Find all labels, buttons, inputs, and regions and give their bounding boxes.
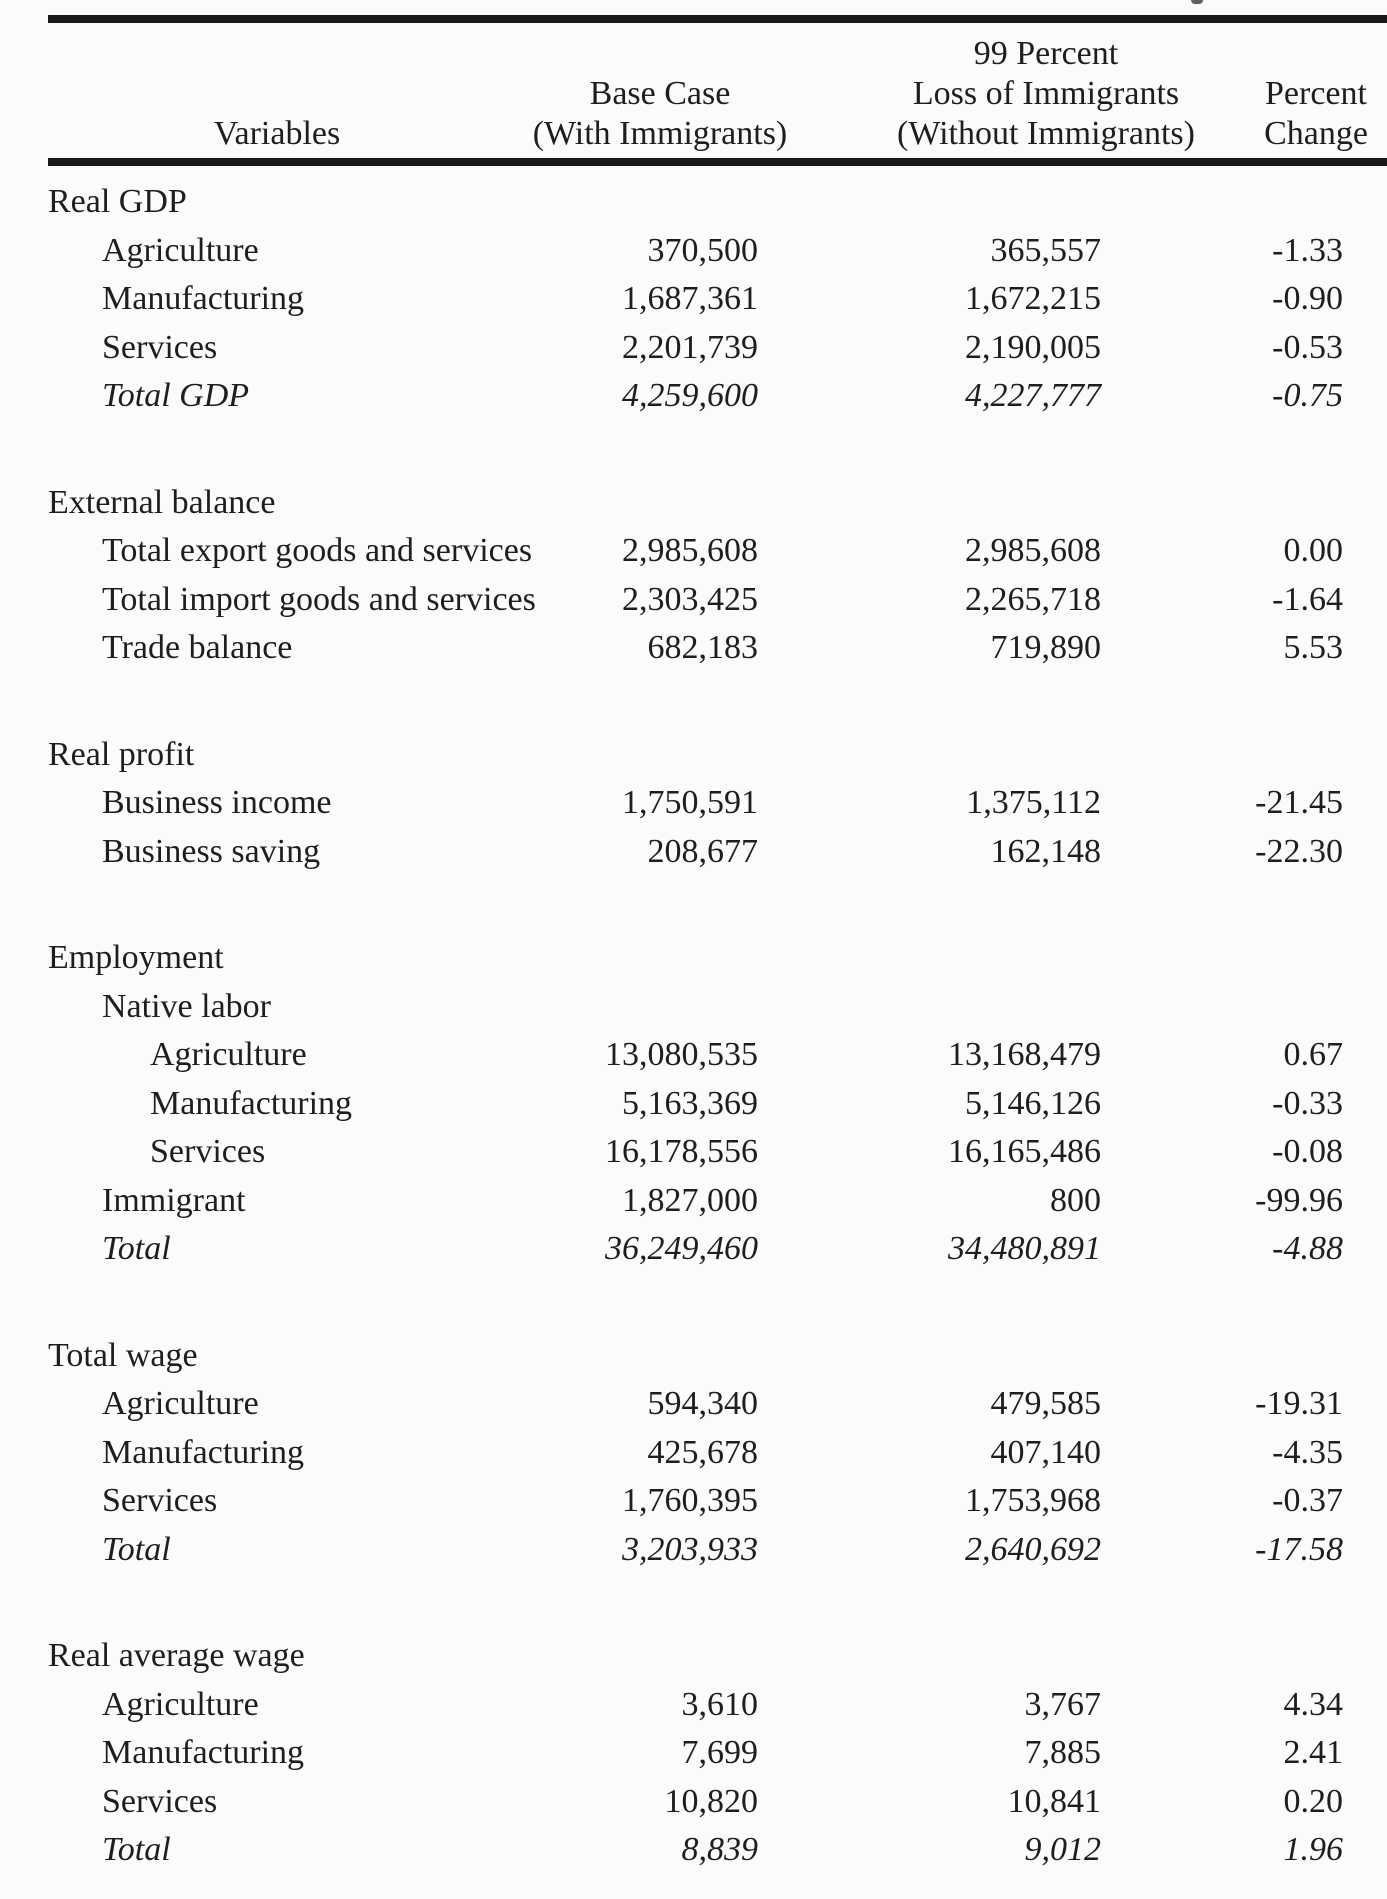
row-label: Native labor	[102, 987, 271, 1025]
header-percent-change	[1231, 74, 1387, 154]
cell-pct-value: 0.00	[1283, 532, 1343, 570]
row-label: Agriculture	[102, 1385, 259, 1423]
cell-base-value: 16,178,556	[605, 1133, 758, 1171]
table-row	[0, 1177, 1387, 1226]
cell-base-value: 7,699	[681, 1734, 758, 1772]
table-row	[0, 1526, 1387, 1575]
cell-loss-value: 9,012	[1024, 1831, 1101, 1869]
cell-pct-value: -0.90	[1272, 280, 1343, 318]
row-label: Immigrant	[102, 1181, 246, 1219]
header-base-case-line2: (With Immigrants)	[532, 115, 788, 152]
cell-loss-value: 10,841	[1007, 1782, 1101, 1820]
cell-base-value: 2,201,739	[622, 328, 758, 366]
cell-pct-value: -1.64	[1272, 580, 1343, 618]
cell-loss-value: 2,265,718	[965, 580, 1101, 618]
table-section	[0, 934, 1387, 1274]
section-header-row	[0, 1332, 1387, 1381]
row-label: Agriculture	[150, 1036, 307, 1074]
table-body	[0, 166, 1387, 1875]
cell-pct-value: 5.53	[1283, 629, 1343, 667]
cell-base-value: 3,203,933	[622, 1530, 758, 1568]
table-row	[0, 1128, 1387, 1177]
table-row	[0, 624, 1387, 673]
cell-pct-value: -4.88	[1272, 1230, 1343, 1268]
cell-pct-value: -0.33	[1272, 1084, 1343, 1122]
table-section	[0, 1332, 1387, 1575]
header-variables-label: Variables	[213, 115, 341, 152]
cell-loss-value: 4,227,777	[965, 377, 1101, 415]
table-row	[0, 527, 1387, 576]
section-title: External balance	[48, 483, 276, 521]
cell-loss-value: 407,140	[990, 1433, 1101, 1471]
cell-pct-value: 4.34	[1283, 1685, 1343, 1723]
table-row	[0, 227, 1387, 276]
section-title: Employment	[48, 939, 224, 977]
table-row	[0, 779, 1387, 828]
section-header-row	[0, 731, 1387, 780]
cell-loss-value: 34,480,891	[948, 1230, 1101, 1268]
cell-pct-value: -0.08	[1272, 1133, 1343, 1171]
row-label: Services	[102, 1482, 218, 1520]
cell-loss-value: 1,672,215	[965, 280, 1101, 318]
row-label: Total	[102, 1230, 171, 1268]
cell-loss-value: 1,753,968	[965, 1482, 1101, 1520]
row-label: Manufacturing	[102, 1433, 305, 1471]
header-loss-line3: (Without Immigrants)	[897, 115, 1195, 152]
cell-base-value: 2,303,425	[622, 580, 758, 618]
header-rule	[48, 158, 1387, 166]
table-row	[0, 1826, 1387, 1875]
section-header-row	[0, 1632, 1387, 1681]
header-base-case-line1: Base Case	[589, 75, 731, 112]
table-section	[0, 731, 1387, 877]
row-label: Agriculture	[102, 231, 259, 269]
section-title: Real profit	[48, 735, 195, 773]
row-label: Services	[150, 1133, 266, 1171]
cell-base-value: 594,340	[647, 1385, 758, 1423]
cell-pct-value: -0.75	[1272, 377, 1343, 415]
table-row	[0, 1429, 1387, 1478]
table-section	[0, 1632, 1387, 1875]
cell-pct-value: -0.53	[1272, 328, 1343, 366]
cell-loss-value: 3,767	[1024, 1685, 1101, 1723]
scan-crop-artifact	[1191, 0, 1203, 4]
cell-pct-value: -19.31	[1255, 1385, 1343, 1423]
cell-pct-value: 2.41	[1283, 1734, 1343, 1772]
cell-loss-value: 2,640,692	[965, 1530, 1101, 1568]
row-label: Total import goods and services	[102, 580, 536, 618]
header-pct-line2: Change	[1264, 115, 1368, 152]
cell-loss-value: 479,585	[990, 1385, 1101, 1423]
cell-pct-value: -1.33	[1272, 231, 1343, 269]
cell-base-value: 682,183	[647, 629, 758, 667]
cell-pct-value: -22.30	[1255, 832, 1343, 870]
row-label: Manufacturing	[102, 1734, 305, 1772]
header-loss-line2: Loss of Immigrants	[912, 75, 1180, 112]
cell-base-value: 1,687,361	[622, 280, 758, 318]
cell-base-value: 10,820	[664, 1782, 758, 1820]
cell-pct-value: -4.35	[1272, 1433, 1343, 1471]
table-row	[0, 372, 1387, 421]
cell-loss-value: 2,190,005	[965, 328, 1101, 366]
row-label: Manufacturing	[150, 1084, 353, 1122]
row-label: Manufacturing	[102, 280, 305, 318]
cell-pct-value: 0.67	[1283, 1036, 1343, 1074]
row-label: Total	[102, 1530, 171, 1568]
cell-loss-value: 719,890	[990, 629, 1101, 667]
cell-loss-value: 7,885	[1024, 1734, 1101, 1772]
cell-pct-value: -21.45	[1255, 784, 1343, 822]
cell-base-value: 4,259,600	[622, 377, 758, 415]
table-header	[0, 15, 1387, 158]
header-base-case	[480, 74, 840, 154]
row-label: Agriculture	[102, 1685, 259, 1723]
cell-base-value: 425,678	[647, 1433, 758, 1471]
cell-base-value: 5,163,369	[622, 1084, 758, 1122]
cell-loss-value: 16,165,486	[948, 1133, 1101, 1171]
header-pct-line1: Percent	[1265, 75, 1367, 112]
cell-loss-value: 5,146,126	[965, 1084, 1101, 1122]
cell-pct-value: -0.37	[1272, 1482, 1343, 1520]
section-title: Real GDP	[48, 183, 187, 221]
row-label: Services	[102, 1782, 218, 1820]
table-section	[0, 178, 1387, 421]
row-label: Total export goods and services	[102, 532, 533, 570]
header-loss-of-immigrants	[846, 34, 1246, 154]
cell-loss-value: 800	[1050, 1181, 1101, 1219]
table-row	[0, 828, 1387, 877]
cell-base-value: 3,610	[681, 1685, 758, 1723]
cell-loss-value: 13,168,479	[948, 1036, 1101, 1074]
row-label: Total	[102, 1831, 171, 1869]
table-row	[0, 1729, 1387, 1778]
cell-base-value: 208,677	[647, 832, 758, 870]
cell-base-value: 8,839	[681, 1831, 758, 1869]
row-label: Business income	[102, 784, 332, 822]
cell-loss-value: 2,985,608	[965, 532, 1101, 570]
section-header-row	[0, 934, 1387, 983]
sub-header-row	[0, 983, 1387, 1032]
table-row	[0, 1778, 1387, 1827]
row-label: Trade balance	[102, 629, 293, 667]
table-row	[0, 1031, 1387, 1080]
row-label: Services	[102, 328, 218, 366]
section-header-row	[0, 178, 1387, 227]
cell-pct-value: 1.96	[1283, 1831, 1343, 1869]
cell-pct-value: -17.58	[1255, 1530, 1343, 1568]
row-label: Total GDP	[102, 377, 250, 415]
table-row	[0, 576, 1387, 625]
cell-loss-value: 1,375,112	[966, 784, 1101, 822]
table-row	[0, 1380, 1387, 1429]
table-row	[0, 1477, 1387, 1526]
table-section	[0, 479, 1387, 673]
table-row	[0, 324, 1387, 373]
table-row	[0, 1681, 1387, 1730]
section-header-row	[0, 479, 1387, 528]
cell-base-value: 36,249,460	[605, 1230, 758, 1268]
section-title: Real average wage	[48, 1637, 305, 1675]
table-row	[0, 275, 1387, 324]
cell-base-value: 370,500	[647, 231, 758, 269]
header-loss-line1: 99 Percent	[973, 35, 1119, 72]
cell-base-value: 1,750,591	[622, 784, 758, 822]
cell-base-value: 2,985,608	[622, 532, 758, 570]
section-title: Total wage	[48, 1336, 198, 1374]
cell-loss-value: 162,148	[990, 832, 1101, 870]
cell-pct-value: -99.96	[1255, 1181, 1343, 1219]
cell-base-value: 1,827,000	[622, 1181, 758, 1219]
cell-loss-value: 365,557	[990, 231, 1101, 269]
header-variables	[48, 114, 506, 154]
cell-base-value: 1,760,395	[622, 1482, 758, 1520]
cell-base-value: 13,080,535	[605, 1036, 758, 1074]
table-row	[0, 1080, 1387, 1129]
cell-pct-value: 0.20	[1283, 1782, 1343, 1820]
table-row	[0, 1225, 1387, 1274]
row-label: Business saving	[102, 832, 321, 870]
